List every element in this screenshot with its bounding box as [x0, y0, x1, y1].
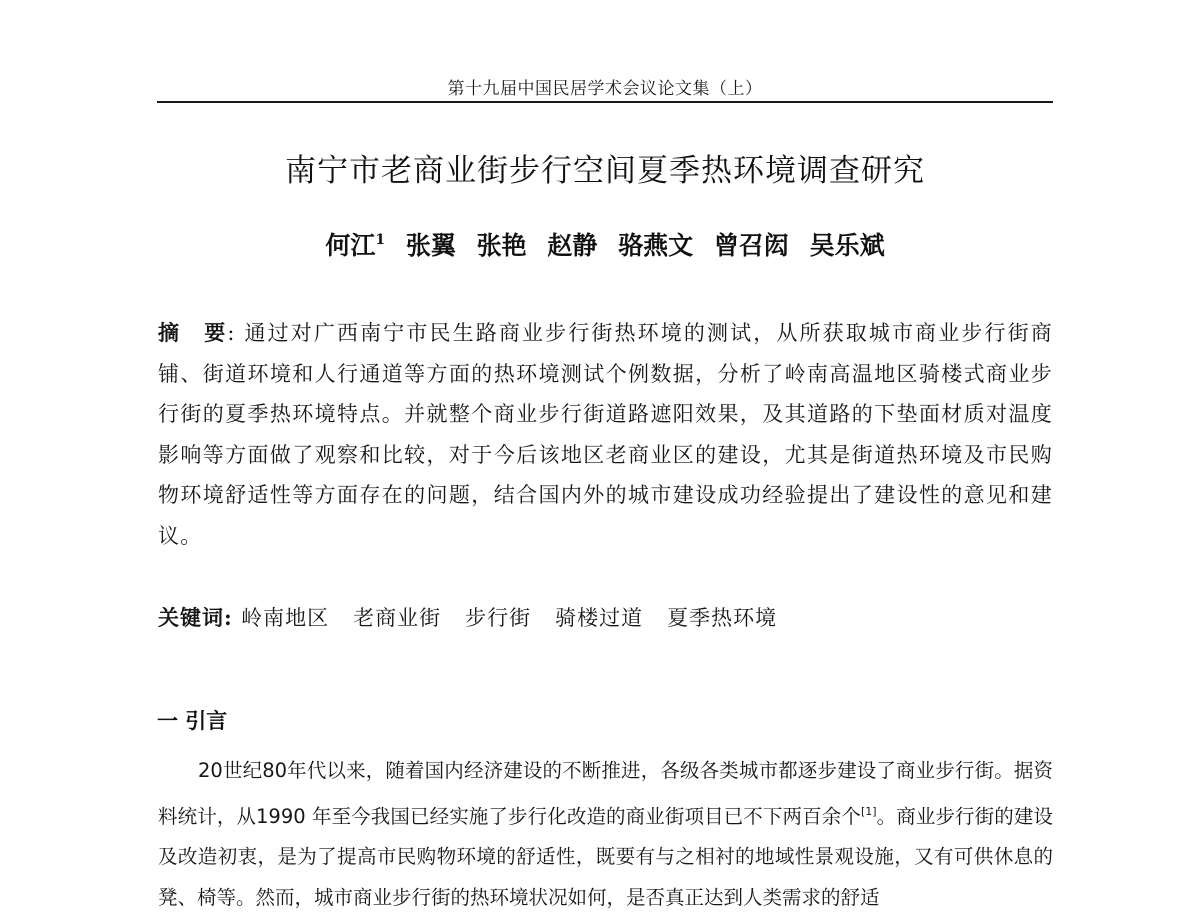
author: 曾召闳 — [713, 231, 789, 260]
abstract-label: 摘 要 — [158, 320, 228, 345]
author: 张翼 — [405, 231, 456, 260]
abstract-text: 通过对广西南宁市民生路商业步行街热环境的测试，从所获取城市商业步行街商铺、街道环境和人行通道等方面的热环境测试个例数据，分析了岭南高温地区骑楼式商业步行街的夏季热环境特点。并就整个商业步行街道路遮阳效果，及其道路的下垫面材质对温度影响等方面做了观察和比较，对于今后该地区老商业区的建设，尤其是街道热环境及市民购物环境舒适性等方面存在的问题，结合国内外的城市建设成功经验提出了建设性的意见和建议。 — [158, 321, 1053, 548]
header-rule — [157, 101, 1053, 103]
section-heading: 一 引言 — [157, 709, 228, 733]
author: 吴乐斌 — [809, 231, 885, 260]
keyword: 岭南地区 — [241, 606, 330, 630]
keywords — [158, 600, 1053, 636]
abstract — [158, 313, 1053, 556]
section-paragraph — [158, 751, 1053, 913]
author-first — [325, 231, 385, 260]
author-list — [157, 226, 1053, 262]
keywords-label: 关键词 — [158, 605, 224, 630]
keyword: 骑楼过道 — [555, 606, 644, 630]
paper-title: 南宁市老商业街步行空间夏季热环境调查研究 — [285, 153, 925, 189]
citation-reference: [1] — [860, 804, 877, 818]
keyword: 老商业街 — [353, 606, 442, 630]
keyword: 夏季热环境 — [667, 606, 778, 630]
author-affiliation-mark: 1 — [375, 232, 386, 248]
author-name: 何江 — [325, 231, 376, 260]
keywords-separator: : — [224, 605, 242, 630]
paragraph-text: 20世纪80年代以来，随着国内经济建设的不断推进，各级各类城市都逐步建设了商业步行街。据资料统计，从1990 年至今我国已经实施了步行化改造的商业街项目已不下两百余个 — [158, 759, 1053, 828]
paragraph-text: 。商业步行街的建设及改造初衷，是为了提高市民购物环境的舒适性，既要有与之相衬的地域性景观设施，又有可供休息的凳、椅等。然而，城市商业步行街的热环境状况如何，是否真正达到人类需求的舒适 — [158, 804, 1053, 909]
author: 骆燕文 — [618, 231, 694, 260]
abstract-separator: : — [227, 321, 245, 345]
keyword: 步行街 — [465, 606, 532, 630]
author: 赵静 — [547, 231, 598, 260]
author: 张艳 — [476, 231, 527, 260]
running-header: 第十九届中国民居学术会议论文集（上） — [447, 79, 763, 99]
